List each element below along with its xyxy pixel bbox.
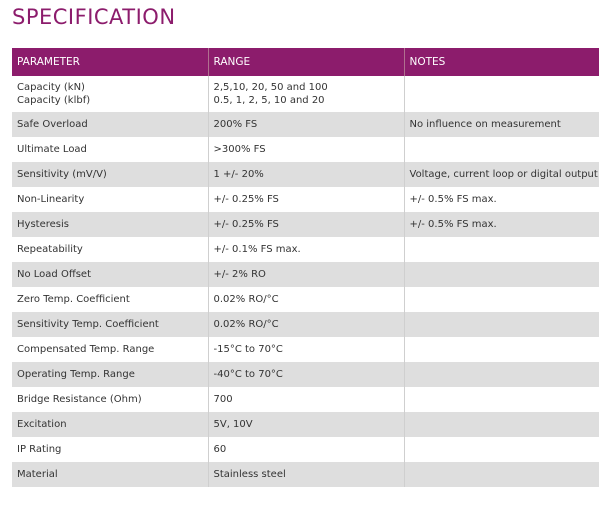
range-cell: Stainless steel bbox=[208, 462, 404, 487]
parameter-cell: Material bbox=[12, 462, 208, 487]
table-row bbox=[12, 387, 599, 412]
range-cell: 700 bbox=[208, 387, 404, 412]
parameter-cell: Sensitivity (mV/V) bbox=[12, 162, 208, 187]
range-cell: -40°C to 70°C bbox=[208, 362, 404, 387]
notes-cell bbox=[404, 76, 599, 112]
range-line: 2,5,10, 20, 50 and 100 bbox=[213, 82, 328, 93]
parameter-cell: Safe Overload bbox=[12, 112, 208, 137]
notes-cell bbox=[404, 412, 599, 437]
table-row bbox=[12, 362, 599, 387]
table-row bbox=[12, 237, 599, 262]
notes-cell bbox=[404, 387, 599, 412]
range-cell: >300% FS bbox=[208, 137, 404, 162]
table-header-row bbox=[12, 48, 599, 76]
notes-cell bbox=[404, 262, 599, 287]
page-title: SPECIFICATION bbox=[12, 5, 176, 29]
parameter-line: Capacity (kN) bbox=[17, 82, 85, 93]
parameter-cell: Excitation bbox=[12, 412, 208, 437]
parameter-cell: Hysteresis bbox=[12, 212, 208, 237]
notes-cell: Voltage, current loop or digital output bbox=[404, 162, 599, 187]
table-row bbox=[12, 76, 599, 112]
notes-cell bbox=[404, 362, 599, 387]
range-cell: +/- 0.25% FS bbox=[208, 212, 404, 237]
notes-cell: +/- 0.5% FS max. bbox=[404, 187, 599, 212]
parameter-line: Capacity (klbf) bbox=[17, 95, 91, 106]
notes-cell bbox=[404, 312, 599, 337]
range-cell: 1 +/- 20% bbox=[208, 162, 404, 187]
table-row bbox=[12, 162, 599, 187]
range-cell: 0.02% RO/°C bbox=[208, 312, 404, 337]
notes-cell: No influence on measurement bbox=[404, 112, 599, 137]
parameter-cell: Repeatability bbox=[12, 237, 208, 262]
table-row bbox=[12, 462, 599, 487]
parameter-cell: Operating Temp. Range bbox=[12, 362, 208, 387]
range-cell: 200% FS bbox=[208, 112, 404, 137]
header-parameter: PARAMETER bbox=[12, 48, 208, 76]
table-row bbox=[12, 337, 599, 362]
parameter-cell: IP Rating bbox=[12, 437, 208, 462]
parameter-cell: Ultimate Load bbox=[12, 137, 208, 162]
range-cell: +/- 0.1% FS max. bbox=[208, 237, 404, 262]
notes-cell: +/- 0.5% FS max. bbox=[404, 212, 599, 237]
parameter-cell: Non-Linearity bbox=[12, 187, 208, 212]
notes-cell bbox=[404, 237, 599, 262]
table-row bbox=[12, 437, 599, 462]
range-cell: -15°C to 70°C bbox=[208, 337, 404, 362]
parameter-cell: Sensitivity Temp. Coefficient bbox=[12, 312, 208, 337]
notes-cell bbox=[404, 437, 599, 462]
table-row bbox=[12, 137, 599, 162]
notes-cell bbox=[404, 287, 599, 312]
table-row bbox=[12, 112, 599, 137]
range-cell: +/- 0.25% FS bbox=[208, 187, 404, 212]
parameter-cell: Bridge Resistance (Ohm) bbox=[12, 387, 208, 412]
range-line: 0.5, 1, 2, 5, 10 and 20 bbox=[213, 95, 325, 106]
notes-cell bbox=[404, 337, 599, 362]
notes-cell bbox=[404, 462, 599, 487]
parameter-cell: Zero Temp. Coefficient bbox=[12, 287, 208, 312]
range-cell: +/- 2% RO bbox=[208, 262, 404, 287]
header-range: RANGE bbox=[208, 48, 404, 76]
parameter-cell bbox=[12, 76, 208, 112]
range-cell: 0.02% RO/°C bbox=[208, 287, 404, 312]
table-row bbox=[12, 187, 599, 212]
notes-cell bbox=[404, 137, 599, 162]
parameter-cell: No Load Offset bbox=[12, 262, 208, 287]
table-row bbox=[12, 287, 599, 312]
range-cell bbox=[208, 76, 404, 112]
specification-table bbox=[12, 48, 599, 487]
range-cell: 60 bbox=[208, 437, 404, 462]
range-cell: 5V, 10V bbox=[208, 412, 404, 437]
table-row bbox=[12, 212, 599, 237]
table-row bbox=[12, 312, 599, 337]
table-row bbox=[12, 262, 599, 287]
table-row bbox=[12, 412, 599, 437]
parameter-cell: Compensated Temp. Range bbox=[12, 337, 208, 362]
header-notes: NOTES bbox=[404, 48, 599, 76]
